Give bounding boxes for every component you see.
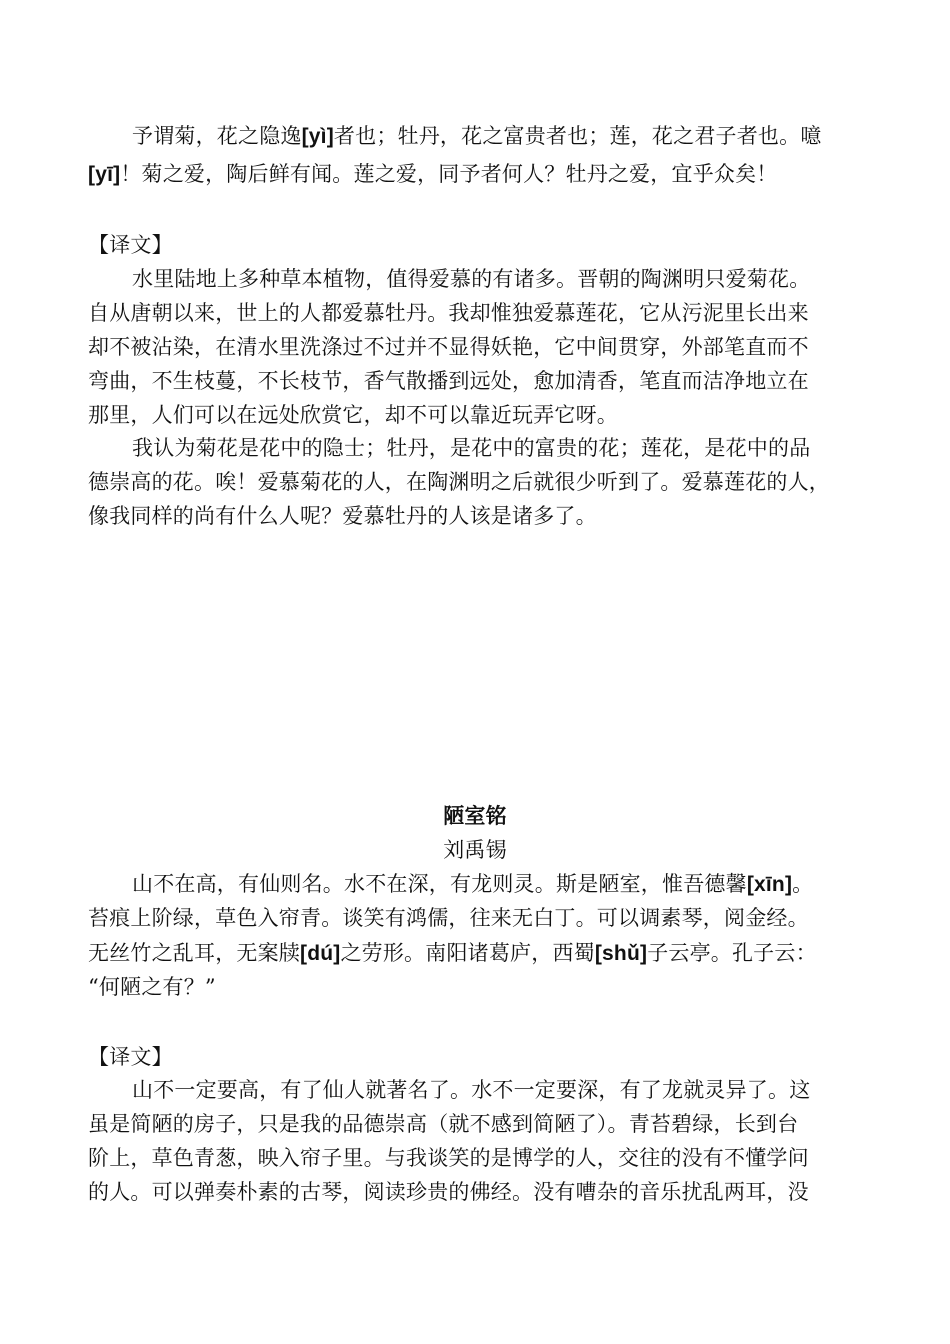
text-fragment: 无丝竹之乱耳，无案牍 [88, 941, 300, 965]
text-fragment: 之劳形。南阳诸葛庐，西蜀 [340, 941, 595, 965]
translation-line: 虽是简陋的房子，只是我的品德崇高（就不感到简陋了）。青苔碧绿，长到台 [88, 1112, 799, 1136]
text-fragment: 子云亭。孔子云： [647, 941, 817, 965]
poem-title: 陋室铭 [443, 803, 507, 828]
pinyin-annotation: [shǔ] [594, 942, 648, 965]
text-fragment: 者也；牡丹，花之富贵者也；莲，花之君子者也。噫 [333, 124, 822, 148]
pinyin-annotation: [yī] [88, 163, 121, 186]
text-fragment: 山不在高，有仙则名。水不在深，有龙则灵。斯是陋室，惟吾德馨 [132, 872, 747, 896]
original-line-3 [88, 936, 868, 971]
translation-label: 【译文】 [88, 233, 173, 257]
translation-line: 德崇高的花。唉！爱慕菊花的人，在陶渊明之后就很少听到了。爱慕莲花的人， [88, 470, 830, 494]
translation-line: 阶上，草色青葱，映入帘子里。与我谈笑的是博学的人，交往的没有不懂学问 [88, 1146, 809, 1170]
text-fragment: ！菊之爱，陶后鲜有闻。莲之爱，同予者何人？牡丹之爱，宜乎众矣！ [120, 162, 778, 186]
translation-line: 自从唐朝以来，世上的人都爱慕牡丹。我却惟独爱慕莲花，它从污泥里长出来 [88, 301, 809, 325]
original-line-1 [132, 867, 868, 902]
original-line-4: “何陋之有？” [88, 975, 216, 999]
pinyin-annotation: [yì] [301, 125, 334, 148]
translation-line: 水里陆地上多种草本植物，值得爱慕的有诸多。晋朝的陶渊明只爱菊花。 [132, 267, 811, 291]
translation-line: 的人。可以弹奏朴素的古琴，阅读珍贵的佛经。没有嘈杂的音乐扰乱两耳，没 [88, 1180, 809, 1204]
pinyin-annotation: [xīn] [746, 873, 793, 896]
text-fragment: 予谓菊，花之隐逸 [132, 124, 302, 148]
translation-line: 却不被沾染，在清水里洗涤过不过并不显得妖艳，它中间贯穿，外部笔直而不 [88, 335, 809, 359]
translation-label: 【译文】 [88, 1045, 173, 1069]
original-line-2: 苔痕上阶绿，草色入帘青。谈笑有鸿儒，往来无白丁。可以调素琴，阅金经。 [88, 906, 809, 930]
poem-author: 刘禹锡 [443, 838, 507, 862]
translation-line: 那里，人们可以在远处欣赏它，却不可以靠近玩弄它呀。 [88, 403, 618, 427]
original-line-1 [132, 119, 868, 154]
pinyin-annotation: [dú] [300, 942, 341, 965]
text-fragment: 。 [792, 872, 814, 896]
translation-line: 像我同样的尚有什么人呢？爱慕牡丹的人该是诸多了。 [88, 504, 597, 528]
original-line-2 [88, 157, 868, 192]
translation-line: 弯曲，不生枝蔓，不长枝节，香气散播到远处，愈加清香，笔直而洁净地立在 [88, 369, 809, 393]
translation-line: 山不一定要高，有了仙人就著名了。水不一定要深，有了龙就灵异了。这 [132, 1078, 811, 1102]
translation-line: 我认为菊花是花中的隐士；牡丹，是花中的富贵的花；莲花，是花中的品 [132, 436, 811, 460]
